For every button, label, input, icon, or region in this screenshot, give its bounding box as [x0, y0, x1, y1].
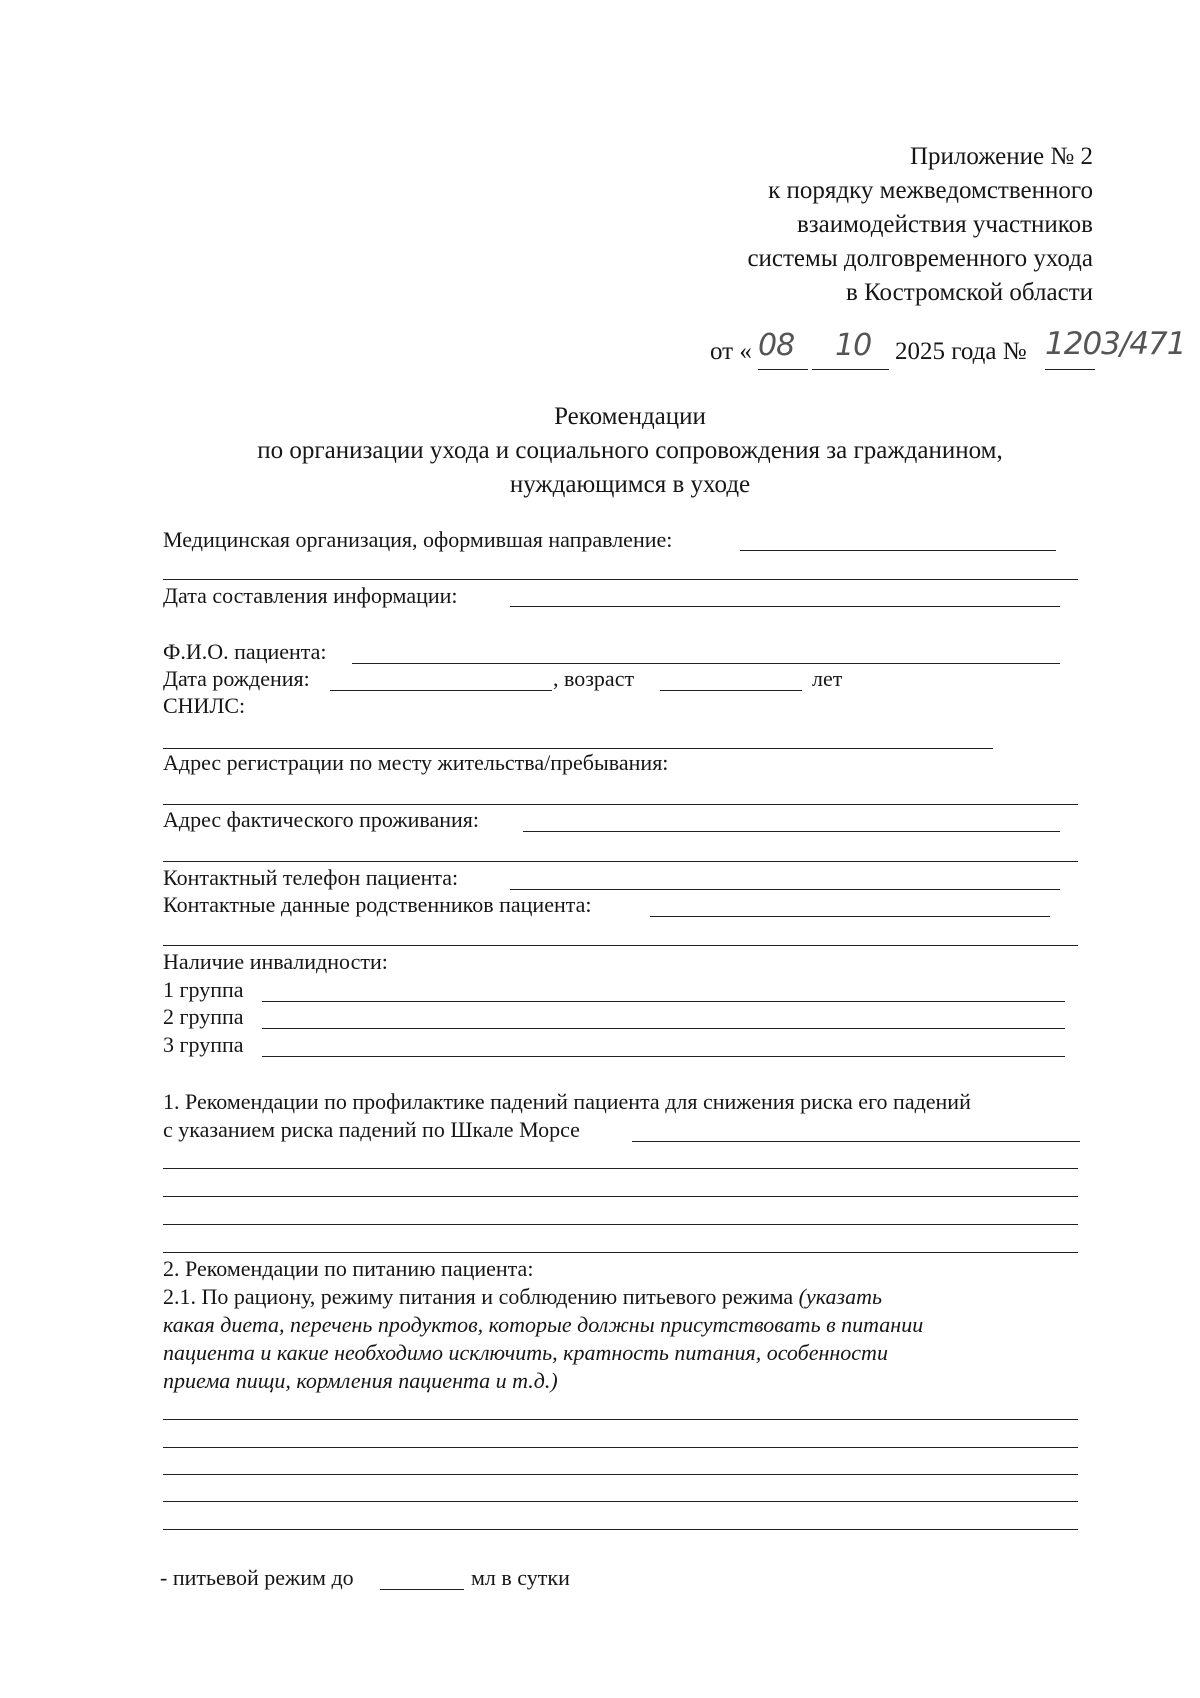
actual-address-label: Адрес фактического проживания: [163, 807, 479, 832]
reg-address-label: Адрес регистрации по месту жительства/пребывания: [163, 750, 669, 775]
appendix-line-5: в Костромской области [846, 279, 1093, 306]
appendix-line-2: к порядку межведомственного [768, 177, 1093, 204]
phone-label: Контактный телефон пациента: [163, 865, 459, 890]
section-2-answer-line-2[interactable] [163, 1447, 1078, 1448]
disability-group-1-label: 1 группа [163, 977, 244, 1002]
section-1-answer-line-3[interactable] [163, 1224, 1078, 1225]
section-2-heading: 2. Рекомендации по питанию пациента: [163, 1256, 534, 1281]
section-2-1-italic-2: какая диета, перечень продуктов, которые должны присутствовать в питании [163, 1312, 924, 1337]
decree-year-text: 2025 года № [895, 338, 1027, 365]
phone-field[interactable] [510, 889, 1060, 890]
disability-group-3-label: 3 группа [163, 1032, 244, 1057]
appendix-header [747, 140, 1093, 310]
section-2-1-line-1 [163, 1284, 882, 1310]
section-2-1-italic-3: пациента и какие необходимо исключить, кратность питания, особенности [163, 1340, 888, 1365]
date-compiled-field[interactable] [510, 606, 1060, 607]
decree-number-underline [1045, 369, 1095, 370]
document-title [0, 400, 1200, 502]
birth-date-field[interactable] [330, 690, 552, 691]
decree-month-underline [812, 369, 889, 370]
decree-number-handwritten: 1203/471 [1045, 326, 1186, 362]
actual-address-field[interactable] [523, 831, 1060, 832]
drink-regime-ml-field[interactable] [380, 1589, 464, 1590]
appendix-line-3: взаимодействия участников [796, 211, 1093, 238]
appendix-line-1: Приложение № 2 [909, 143, 1093, 170]
snils-field[interactable] [163, 748, 993, 749]
relatives-field[interactable] [650, 916, 1050, 917]
title-line-1: Рекомендации [554, 403, 706, 430]
drink-regime-prefix: - питьевой режим до [160, 1565, 354, 1590]
decree-day-handwritten: 08 [758, 328, 795, 363]
disability-group-3-field[interactable] [262, 1056, 1065, 1057]
section-2-answer-line-4[interactable] [163, 1501, 1078, 1502]
patient-name-field[interactable] [352, 663, 1060, 664]
reg-address-field[interactable] [163, 804, 1078, 805]
section-1-line-2: с указанием риска падений по Шкале Морсе [163, 1117, 580, 1142]
relatives-label: Контактные данные родственников пациента: [163, 892, 592, 917]
section-1-line-1: 1. Рекомендации по профилактике падений пациента для снижения риска его падений [163, 1089, 971, 1114]
med-org-label: Медицинская организация, оформившая направление: [163, 527, 673, 552]
appendix-line-4: системы долговременного ухода [747, 245, 1093, 272]
age-label: , возраст [553, 666, 635, 691]
section-2-answer-line-1[interactable] [163, 1419, 1078, 1420]
decree-day-underline [758, 369, 808, 370]
disability-group-1-field[interactable] [262, 1001, 1065, 1002]
decree-month-handwritten: 10 [835, 328, 872, 363]
section-2-answer-line-3[interactable] [163, 1474, 1078, 1475]
section-2-1-italic-1: (указать [798, 1284, 882, 1309]
decree-prefix: от « [710, 338, 752, 365]
morse-scale-field[interactable] [632, 1141, 1080, 1142]
med-org-field[interactable] [740, 550, 1056, 551]
age-unit: лет [812, 666, 843, 691]
section-2-1-prefix: 2.1. По рациону, режиму питания и соблюдению питьевого режима [163, 1284, 794, 1309]
relatives-field-continued[interactable] [163, 945, 1078, 946]
birth-date-label: Дата рождения: [163, 666, 310, 691]
section-1-answer-line-4[interactable] [163, 1252, 1078, 1253]
drink-regime-suffix: мл в сутки [471, 1565, 570, 1590]
snils-label: СНИЛС: [163, 693, 246, 718]
disability-group-2-label: 2 группа [163, 1004, 244, 1029]
section-1-answer-line-2[interactable] [163, 1196, 1078, 1197]
patient-name-label: Ф.И.О. пациента: [163, 639, 327, 664]
section-1-answer-line-1[interactable] [163, 1168, 1078, 1169]
actual-address-field-continued[interactable] [163, 861, 1078, 862]
date-compiled-label: Дата составления информации: [163, 583, 458, 608]
title-line-2: по организации ухода и социального сопровождения за гражданином, [257, 437, 1003, 464]
age-field[interactable] [660, 690, 802, 691]
title-line-3: нуждающимся в уходе [509, 471, 751, 498]
disability-label: Наличие инвалидности: [163, 949, 388, 974]
section-2-answer-line-5[interactable] [163, 1529, 1078, 1530]
section-2-1-italic-4: приема пищи, кормления пациента и т.д.) [163, 1368, 558, 1393]
disability-group-2-field[interactable] [262, 1028, 1065, 1029]
med-org-field-continued[interactable] [163, 579, 1078, 580]
